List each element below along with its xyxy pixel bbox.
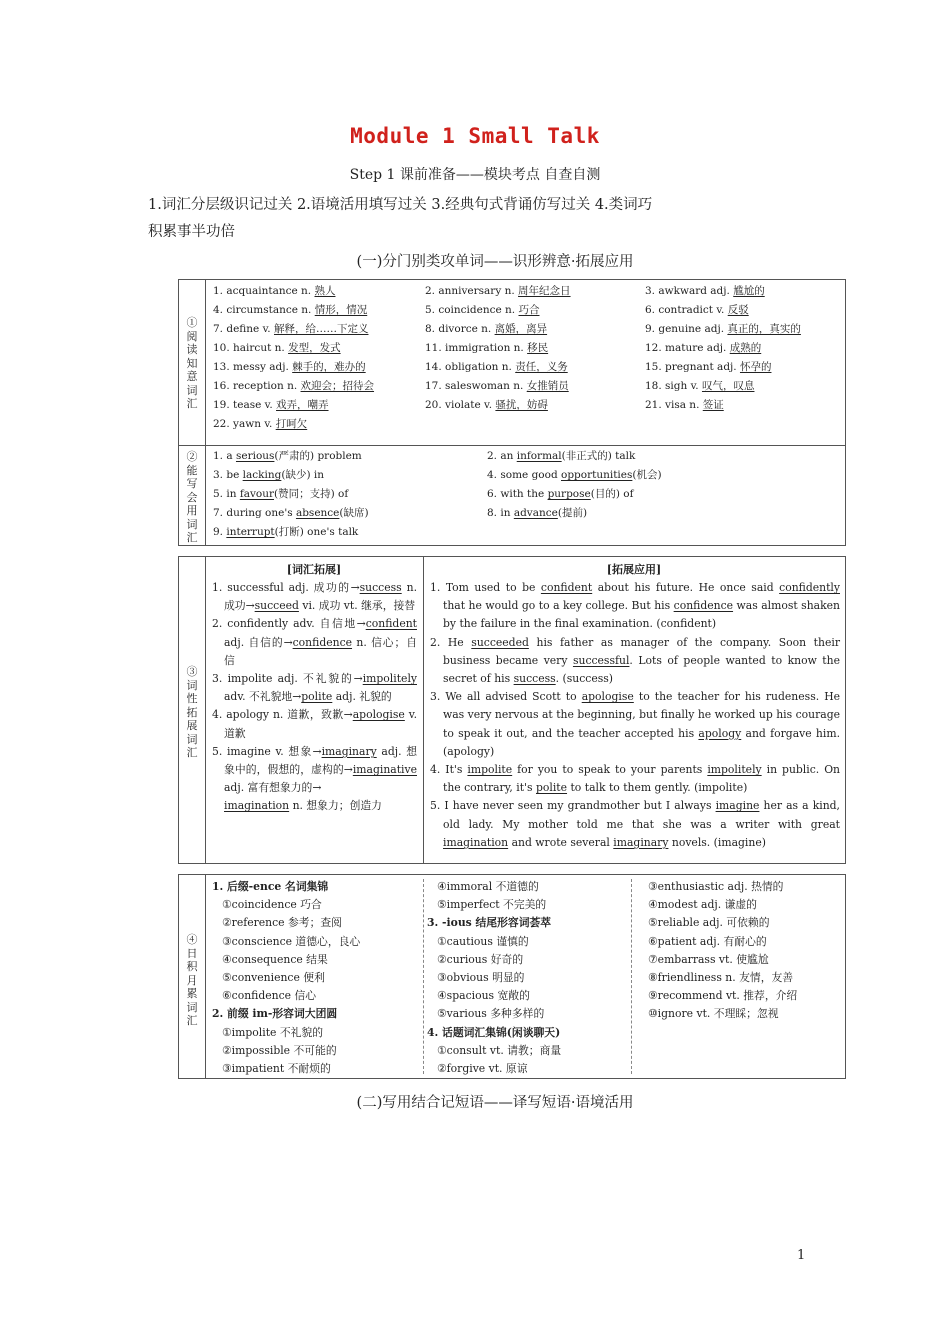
box-label: ①阅读知意词汇 xyxy=(186,316,198,410)
item-text: 5. coincidence n. xyxy=(425,304,519,316)
answer-text: polite xyxy=(535,781,568,795)
answer-text: imaginary xyxy=(613,835,669,849)
item-text: 3. impolite adj. 不礼貌的→ xyxy=(212,672,363,686)
answer-text: imagine xyxy=(715,799,760,813)
usage-vocab-list xyxy=(213,447,843,543)
vocab-item xyxy=(645,396,724,415)
word-item: ④immoral 不道德的 xyxy=(437,880,539,893)
item-text: 1. a xyxy=(213,450,236,462)
answer-text: favour xyxy=(239,488,275,500)
item-text: 11. immigration n. xyxy=(425,342,528,354)
word-item: ③conscience 道德心，良心 xyxy=(222,934,361,948)
category-heading: 3. -ious 结尾形容词荟萃 xyxy=(427,916,552,930)
item-text: 21. visa n. xyxy=(645,399,703,411)
word-item: ①consult vt. 请教；商量 xyxy=(437,1043,562,1057)
box-label: ④日积月累词汇 xyxy=(186,933,198,1027)
item-text: 5. I have never seen my grandmother but I always xyxy=(430,799,716,813)
item-text: v. 道歉 xyxy=(224,708,417,740)
item-text: that he would go to a key college. But his xyxy=(443,599,674,613)
answer-text: 怀孕的 xyxy=(739,361,772,373)
word-item: ①coincidence 巧合 xyxy=(222,898,322,912)
item-text: (严肃的) problem xyxy=(274,450,362,462)
item-text: n. 信心；自信 xyxy=(224,635,417,667)
accumulation-vocab-box xyxy=(178,874,846,1079)
accumulation-column-2 xyxy=(427,878,627,1078)
vocab-item xyxy=(213,320,368,339)
vocab-item xyxy=(645,358,771,377)
answer-text: advance xyxy=(513,507,558,519)
answer-text: 叹气，叹息 xyxy=(701,380,755,392)
item-text: (打断) one's talk xyxy=(274,526,359,538)
word-family-item xyxy=(212,670,417,706)
answer-text: interrupt xyxy=(226,526,275,538)
word-item: ④modest adj. 谦虚的 xyxy=(648,898,757,912)
answer-text: imagination xyxy=(443,835,509,849)
item-text: adj. 富有想象力的→ xyxy=(224,781,322,795)
item-text: 3. awkward adj. xyxy=(645,285,734,297)
word-item: ⑤convenience 便利 xyxy=(222,971,325,985)
phrase-item xyxy=(487,447,635,466)
vocab-item xyxy=(213,339,341,358)
vocab-item xyxy=(425,301,540,320)
answer-text: apologise xyxy=(581,690,634,704)
accumulation-column-3 xyxy=(638,878,838,1024)
vocab-item xyxy=(425,320,547,339)
item-text: 1. acquaintance n. xyxy=(213,285,315,297)
usage-vocab-box xyxy=(178,444,846,546)
column-divider xyxy=(631,879,632,1074)
expansion-application-header: [拓展应用] xyxy=(606,563,662,576)
box-label: ②能写会用词汇 xyxy=(186,450,198,544)
item-text: (目的) of xyxy=(590,488,634,500)
item-text: 20. violate v. xyxy=(425,399,496,411)
application-sentence xyxy=(430,797,840,852)
word-item: ⑨recommend vt. 推荐，介绍 xyxy=(648,989,798,1003)
answer-text: 熟人 xyxy=(314,285,336,297)
application-sentence xyxy=(430,634,840,689)
module-title: Module 1 Small Talk xyxy=(350,124,600,148)
category-heading: 1. 后缀-ence 名词集锦 xyxy=(212,880,329,893)
answer-text: 周年纪念日 xyxy=(518,285,571,297)
item-text: 5. in xyxy=(213,488,240,500)
answer-text: 移民 xyxy=(527,342,549,354)
item-text: adj. 想象中的，假想的，虚构的→ xyxy=(224,744,417,777)
word-family-item xyxy=(212,706,417,742)
item-text: in public. On the contrary, it's xyxy=(443,763,840,795)
item-text: (非正式的) talk xyxy=(561,450,636,462)
item-text: 3. We all advised Scott to xyxy=(430,690,582,704)
word-family-item xyxy=(212,615,417,670)
vocab-item xyxy=(645,339,761,358)
item-text: adj. 自信的→ xyxy=(224,635,293,649)
word-item: ⑩ignore vt. 不理睬；忽视 xyxy=(648,1007,779,1021)
answer-text: succeed xyxy=(254,599,299,613)
vocab-item xyxy=(645,301,749,320)
item-text: 14. obligation n. xyxy=(425,361,516,373)
vocab-item xyxy=(425,358,568,377)
answer-text: successful xyxy=(572,653,630,667)
item-text: was almost shaken by the failure in the final examination. (confident) xyxy=(443,599,840,631)
item-text: 4. apology n. 道歉，致歉→ xyxy=(212,708,353,722)
item-text: his father as manager of the company. Soon their business became very xyxy=(443,635,840,667)
answer-text: purpose xyxy=(547,488,591,500)
word-item: ②curious 好奇的 xyxy=(437,952,524,966)
item-text: 9. genuine adj. xyxy=(645,323,728,335)
section-heading-1: (一)分门别类攻单词——识形辨意·拓展应用 xyxy=(356,254,634,270)
answer-text: 发型，发式 xyxy=(288,342,341,354)
word-item: ④spacious 宽敞的 xyxy=(437,989,530,1003)
vocab-item xyxy=(425,339,548,358)
expansion-application-list xyxy=(430,579,840,852)
word-item: ②reference 参考；查阅 xyxy=(222,916,342,930)
answer-text: 打呵欠 xyxy=(275,418,308,430)
answer-text: 棘手的，难办的 xyxy=(292,361,366,373)
item-text: 2. He xyxy=(430,635,472,649)
item-text: to the teacher for his rudeness. He was very nervous at the beginning, but finally he worked up his courage to speak it out, and the teacher accepted his xyxy=(443,690,841,740)
item-text: (提前) xyxy=(557,507,588,519)
item-text: novels. (imagine) xyxy=(668,835,766,849)
vocab-item xyxy=(425,377,569,396)
answer-text: 签证 xyxy=(702,399,724,411)
word-item: ⑤various 多种多样的 xyxy=(437,1007,545,1021)
vocab-item xyxy=(645,320,801,339)
answer-text: lacking xyxy=(242,469,282,481)
vocab-item xyxy=(213,358,366,377)
phrase-item xyxy=(213,523,358,542)
item-text: 8. divorce n. xyxy=(425,323,495,335)
item-text: 2. an xyxy=(487,450,517,462)
vocab-item xyxy=(213,282,335,301)
vocab-item xyxy=(425,282,571,301)
item-text: and forgave him. (apology) xyxy=(443,726,840,758)
column-divider xyxy=(423,879,424,1074)
word-form-box xyxy=(178,556,846,864)
answer-text: confident xyxy=(540,581,593,594)
vocab-item xyxy=(425,396,548,415)
answer-text: impolitely xyxy=(362,672,417,686)
intro-line-2: 积累事半功倍 xyxy=(148,224,235,240)
word-expansion-list xyxy=(212,579,417,816)
answer-text: 骚扰，妨碍 xyxy=(495,399,548,411)
answer-text: impolite xyxy=(467,763,513,777)
application-sentence xyxy=(430,761,840,797)
item-text: 15. pregnant adj. xyxy=(645,361,740,373)
word-item: ①cautious 谨慎的 xyxy=(437,934,529,948)
accumulation-column-1 xyxy=(212,878,420,1078)
vocab-item xyxy=(645,282,765,301)
phrase-item xyxy=(487,485,633,504)
item-text: for you to speak to your parents xyxy=(512,763,708,777)
answer-text: imagination xyxy=(224,799,290,813)
item-text: 22. yawn v. xyxy=(213,418,276,430)
answer-text: 尴尬的 xyxy=(733,285,765,297)
page-number: 1 xyxy=(797,1248,806,1263)
answer-text: imaginary xyxy=(321,744,377,758)
answer-text: absence xyxy=(295,507,340,519)
item-text: 4. It's xyxy=(430,763,468,777)
item-text: . (success) xyxy=(555,672,614,686)
answer-text: apology xyxy=(698,726,742,740)
item-text: 7. during one's xyxy=(213,507,296,519)
word-item: ⑥patient adj. 有耐心的 xyxy=(648,934,767,948)
reading-vocab-box xyxy=(178,279,846,446)
item-text: 13. messy adj. xyxy=(213,361,293,373)
item-text: (缺少) in xyxy=(281,469,325,481)
item-text: n. 成功→ xyxy=(224,581,418,613)
word-item: ⑧friendliness n. 友情，友善 xyxy=(648,971,794,985)
item-text: 16. reception n. xyxy=(213,380,301,392)
application-sentence xyxy=(430,688,840,761)
word-item: ①impolite 不礼貌的 xyxy=(222,1025,324,1039)
item-text: 1. successful adj. 成功的→ xyxy=(212,581,360,594)
vocab-item xyxy=(645,377,754,396)
word-item: ⑦embarrass vt. 使尴尬 xyxy=(648,952,769,966)
reading-vocab-list xyxy=(213,282,843,442)
item-text: adj. 礼貌的 xyxy=(332,690,392,704)
answer-text: 离婚，离异 xyxy=(494,323,548,335)
word-item: ⑤reliable adj. 可依赖的 xyxy=(648,916,770,930)
item-text: 5. imagine v. 想象→ xyxy=(212,744,322,758)
item-text: . Lots of people wanted to know the secret of his xyxy=(443,653,840,686)
item-text: 19. tease v. xyxy=(213,399,277,411)
item-text: 17. saleswoman n. xyxy=(425,380,527,392)
item-text: about his future. He once said xyxy=(592,581,780,594)
vocab-item xyxy=(213,415,307,434)
item-text: 4. circumstance n. xyxy=(213,304,315,316)
answer-text: confidence xyxy=(292,635,353,649)
step-heading: Step 1 课前准备——模块考点 自查自测 xyxy=(349,167,601,183)
section-heading-2: (二)写用结合记短语——译写短语·语境活用 xyxy=(356,1095,634,1111)
word-family-item xyxy=(212,743,417,798)
phrase-item xyxy=(487,504,587,523)
answer-text: 欢迎会；招待会 xyxy=(300,380,375,392)
word-item: ②forgive vt. 原谅 xyxy=(437,1062,528,1076)
vocab-item xyxy=(213,301,367,320)
item-text: 7. define v. xyxy=(213,323,274,335)
answer-text: serious xyxy=(235,450,275,462)
word-family-item xyxy=(212,797,417,815)
answer-text: 解释，给……下定义 xyxy=(273,323,369,335)
answer-text: 女推销员 xyxy=(526,380,569,392)
item-text: 6. with the xyxy=(487,488,548,500)
item-text: 3. be xyxy=(213,469,243,481)
word-item: ③impatient 不耐烦的 xyxy=(222,1062,331,1076)
item-text: (缺席) xyxy=(339,507,369,519)
item-text: 12. mature adj. xyxy=(645,342,730,354)
item-text: 18. sigh v. xyxy=(645,380,702,392)
item-text: adv. 不礼貌地→ xyxy=(224,690,302,704)
word-item: ⑤imperfect 不完美的 xyxy=(437,898,547,912)
column-divider xyxy=(423,557,424,863)
category-heading: 2. 前缀 im-形容词大团圆 xyxy=(212,1007,338,1021)
answer-text: opportunities xyxy=(561,469,633,481)
answer-text: 巧合 xyxy=(518,304,540,316)
phrase-item xyxy=(213,485,348,504)
item-text: 2. anniversary n. xyxy=(425,285,519,297)
word-item: ③enthusiastic adj. 热情的 xyxy=(648,880,784,893)
word-item: ⑥confidence 信心 xyxy=(222,989,317,1003)
answer-text: 成熟的 xyxy=(729,342,762,354)
answer-text: confident xyxy=(365,617,417,631)
answer-text: impolitely xyxy=(707,763,762,777)
item-text: n. 想象力；创造力 xyxy=(289,799,382,813)
item-text: 9. xyxy=(213,526,227,538)
item-text: her as a kind, old lady. My mother told me that she was a writer with great xyxy=(443,799,840,831)
item-text: 6. contradict v. xyxy=(645,304,728,316)
answer-text: success xyxy=(359,581,402,594)
answer-text: 情形，情况 xyxy=(314,304,368,316)
category-heading: 4. 话题词汇集锦(闲谈聊天) xyxy=(427,1025,561,1039)
word-family-item xyxy=(212,579,417,615)
application-sentence xyxy=(430,579,840,634)
phrase-item xyxy=(487,466,662,485)
intro-text xyxy=(148,192,808,246)
intro-line-1: 1.词汇分层级识记过关 2.语境活用填写过关 3.经典句式背诵仿写过关 4.类词巧 xyxy=(148,197,653,213)
item-text: 8. in xyxy=(487,507,514,519)
item-text: (机会) xyxy=(632,469,662,481)
answer-text: informal xyxy=(516,450,562,462)
answer-text: imaginative xyxy=(352,763,417,777)
item-text: and wrote several xyxy=(508,835,614,849)
phrase-item xyxy=(213,504,369,523)
item-text: (赞同；支持) of xyxy=(274,488,349,500)
answer-text: polite xyxy=(301,690,333,704)
vocab-item xyxy=(213,396,329,415)
phrase-item xyxy=(213,447,362,466)
answer-text: 戏弄，嘲弄 xyxy=(276,399,329,411)
item-text: 1. Tom used to be xyxy=(430,581,541,594)
item-text: 10. haircut n. xyxy=(213,342,289,354)
answer-text: succeeded xyxy=(471,635,529,649)
answer-text: confidence xyxy=(673,599,734,613)
item-text: 4. some good xyxy=(487,469,561,481)
word-expansion-header: [词汇拓展] xyxy=(286,563,342,576)
word-item: ③obvious 明显的 xyxy=(437,971,525,985)
item-text: to talk to them gently. (impolite) xyxy=(567,781,748,795)
answer-text: success xyxy=(513,672,556,686)
answer-text: confidently xyxy=(779,581,840,594)
box-label: ③词性拓展词汇 xyxy=(186,665,198,759)
phrase-item xyxy=(213,466,324,485)
answer-text: 真正的，真实的 xyxy=(727,323,801,335)
answer-text: 责任，义务 xyxy=(515,361,568,373)
answer-text: 反驳 xyxy=(727,304,749,316)
item-text: 2. confidently adv. 自信地→ xyxy=(212,617,366,631)
item-text: vi. 成功 vt. 继承，接替 xyxy=(298,599,416,613)
vocab-item xyxy=(213,377,374,396)
word-item: ②impossible 不可能的 xyxy=(222,1043,337,1057)
word-item: ④consequence 结果 xyxy=(222,952,328,966)
answer-text: apologise xyxy=(352,708,405,722)
